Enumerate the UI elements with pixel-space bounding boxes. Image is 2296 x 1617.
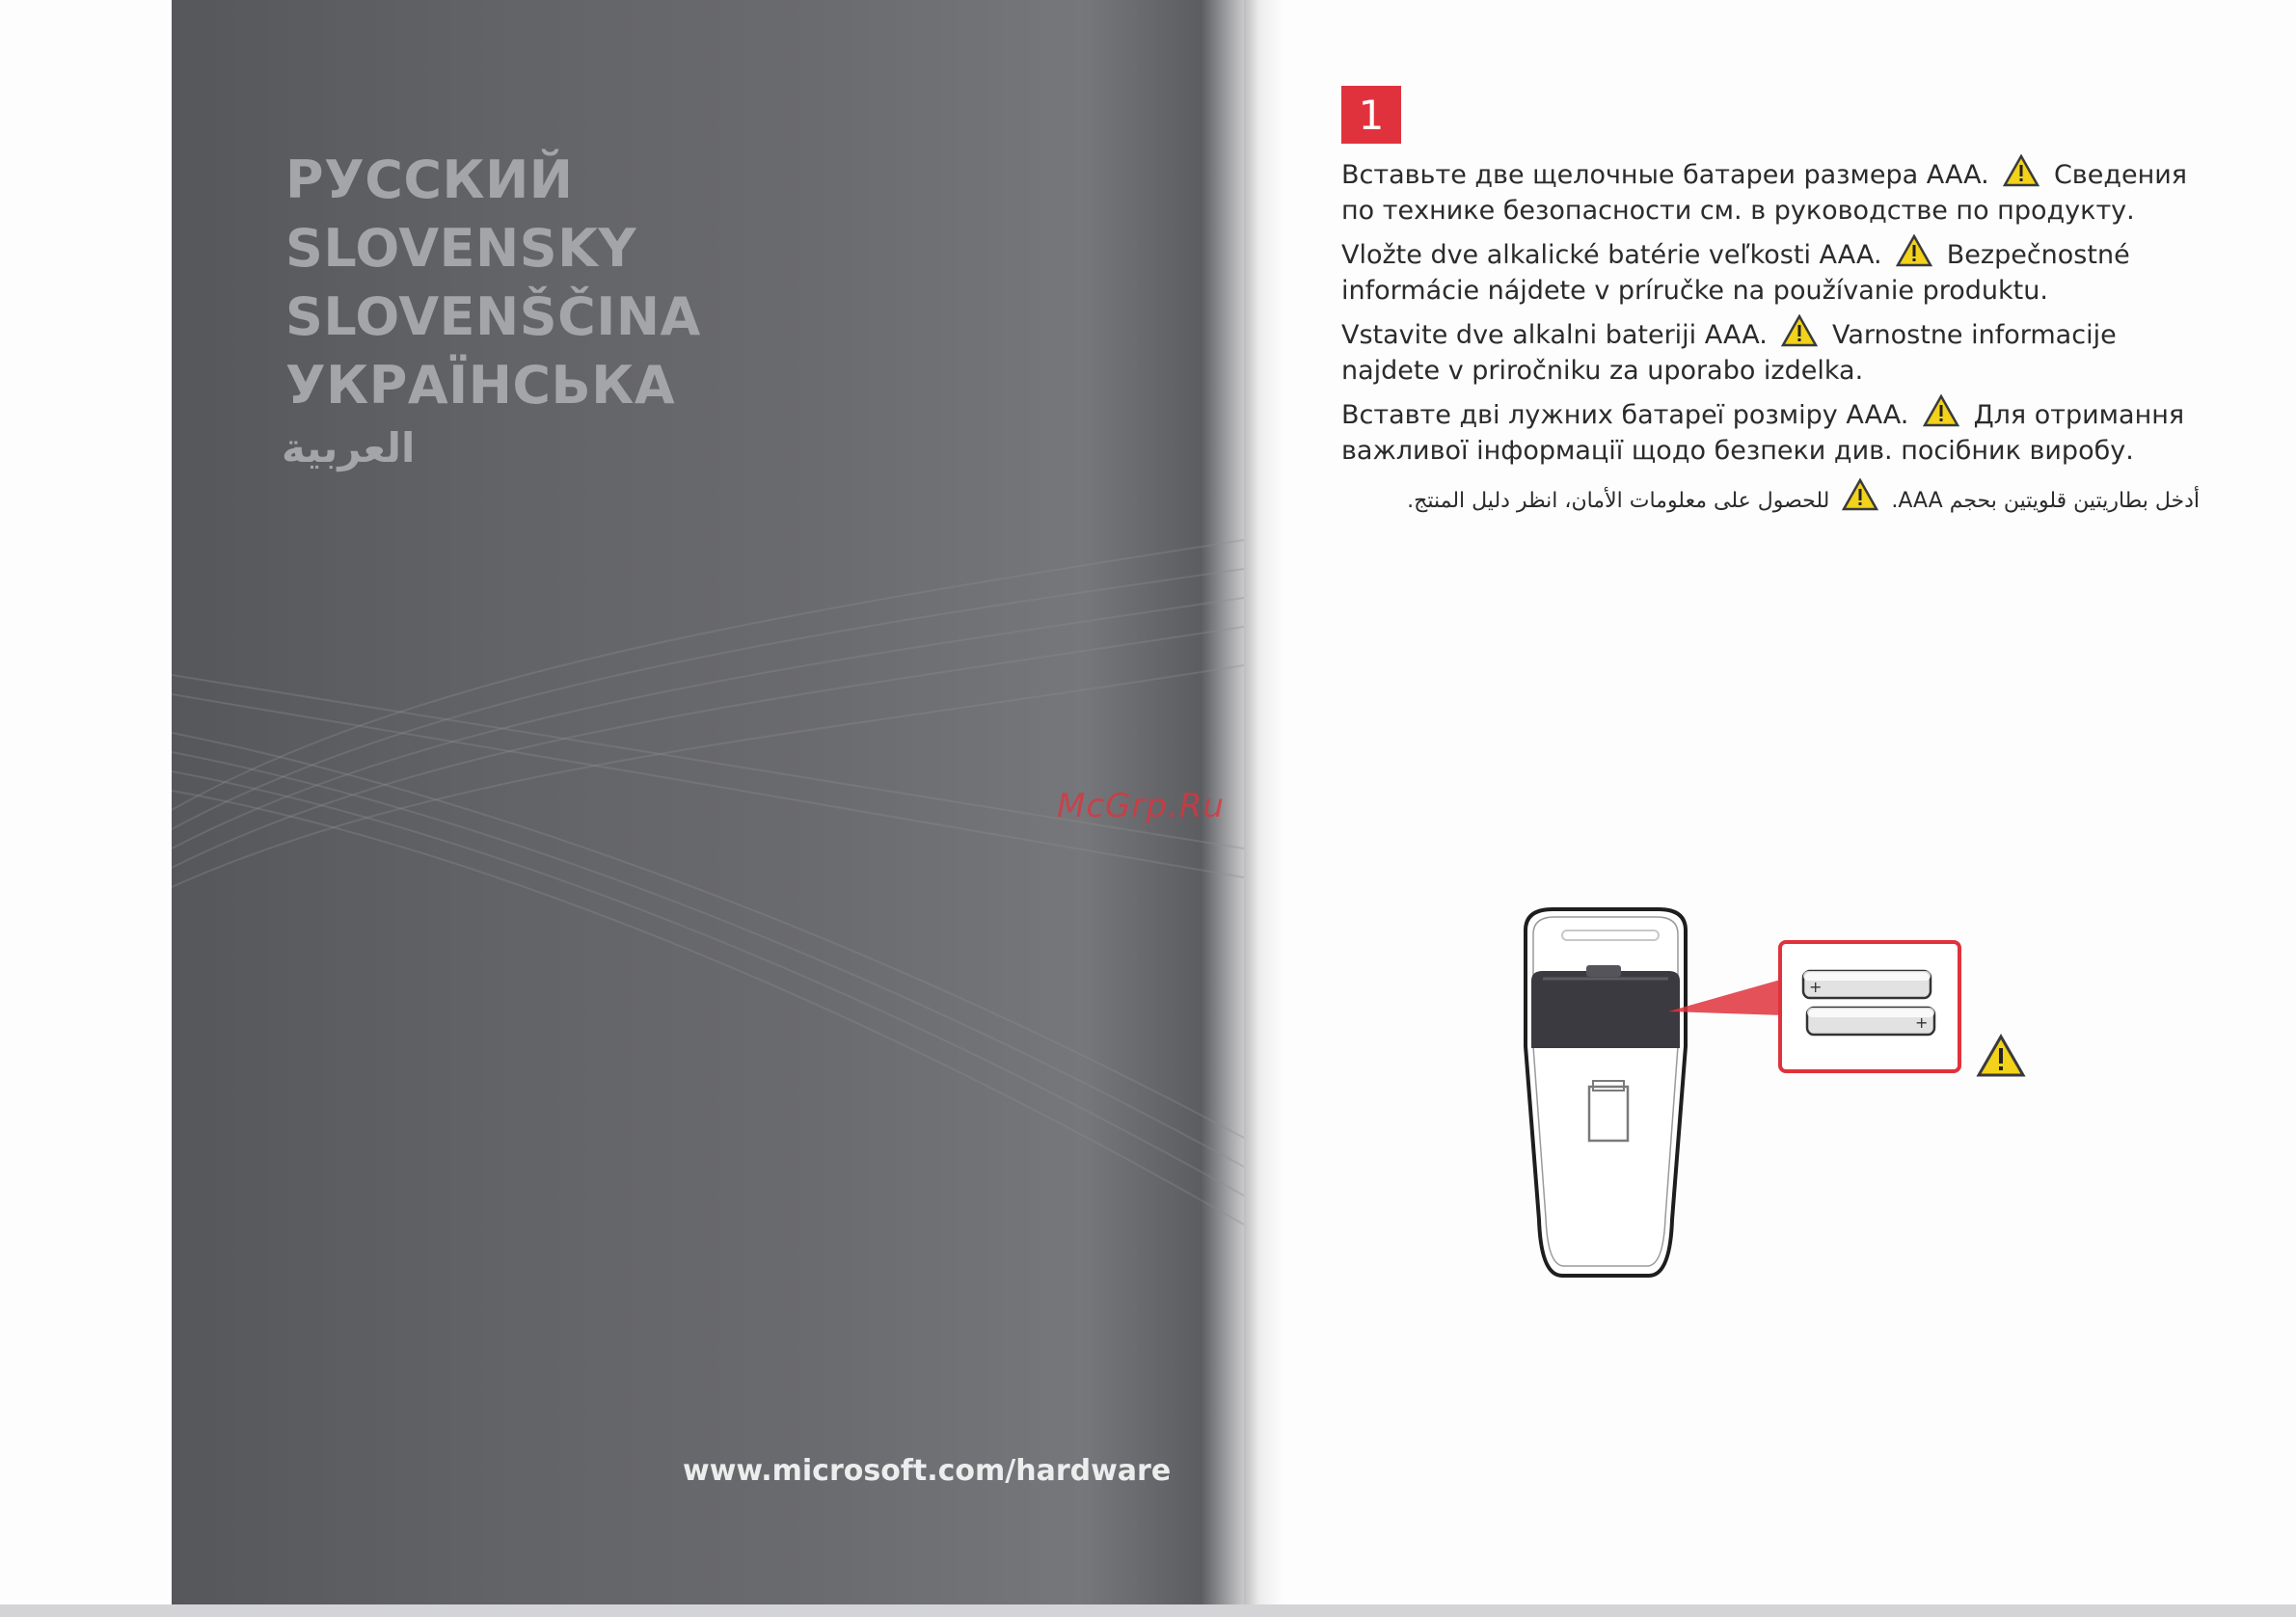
watermark: McGrp.Ru <box>1057 787 1225 825</box>
instruction-text: Bezpečnostné informácie nájdete v príručke na používanie produktu. <box>1341 240 2130 306</box>
svg-text:+: + <box>1809 978 1823 996</box>
warning-icon <box>1923 394 1959 427</box>
instruction-text: Сведения по технике безопасности см. в руководстве по продукту. <box>1341 160 2188 226</box>
instruction-slovak <box>1341 234 2209 309</box>
battery-install-illustration <box>1514 902 2035 1282</box>
instruction-text: Varnostne informacije najdete v priročniku za uporabo izdelka. <box>1341 320 2117 386</box>
instruction-russian <box>1341 154 2209 229</box>
language-label-slovenian: SLOVENŠČINA <box>285 286 701 347</box>
warning-icon <box>1979 1037 2023 1075</box>
warning-icon <box>2003 154 2039 187</box>
device-body <box>1526 909 1686 1276</box>
warning-icon <box>1781 314 1818 347</box>
instruction-slovenian <box>1341 314 2209 389</box>
instruction-arabic <box>1341 478 2200 519</box>
battery-compartment <box>1531 971 1680 1048</box>
instruction-ukrainian <box>1341 394 2209 469</box>
cover-url: www.microsoft.com/hardware <box>683 1454 1172 1488</box>
step-number-badge: 1 <box>1341 86 1401 144</box>
warning-icon <box>1896 234 1932 267</box>
instruction-text: Vložte dve alkalické batérie veľkosti AAA. <box>1341 240 1882 270</box>
language-label-ukrainian: УКРАЇНСЬКА <box>285 355 676 416</box>
page-bottom-edge <box>0 1604 2296 1617</box>
instruction-text: للحصول على معلومات الأمان، انظر دليل المنتج. <box>1407 489 1830 513</box>
warning-icon <box>1842 478 1878 511</box>
language-label-russian: РУССКИЙ <box>285 149 574 210</box>
language-label-arabic: العربية <box>282 424 416 472</box>
battery-icon <box>1803 971 1931 998</box>
instruction-text: Для отримання важливої інформації щодо безпеки див. посібник виробу. <box>1341 400 2185 466</box>
instruction-text: Vstavite dve alkalni bateriji AAA. <box>1341 320 1768 350</box>
instruction-text: Вставьте две щелочные батареи размера AAA. <box>1341 160 1989 190</box>
svg-text:+: + <box>1915 1013 1929 1032</box>
language-label-slovak: SLOVENSKY <box>285 218 637 279</box>
instruction-text: أدخل بطاريتين قلويتين بحجم AAA. <box>1891 489 2200 513</box>
battery-icon <box>1807 1008 1934 1035</box>
instruction-text: Вставте дві лужних батареї розміру AAA. <box>1341 400 1909 430</box>
page-fold <box>1244 0 1283 1604</box>
